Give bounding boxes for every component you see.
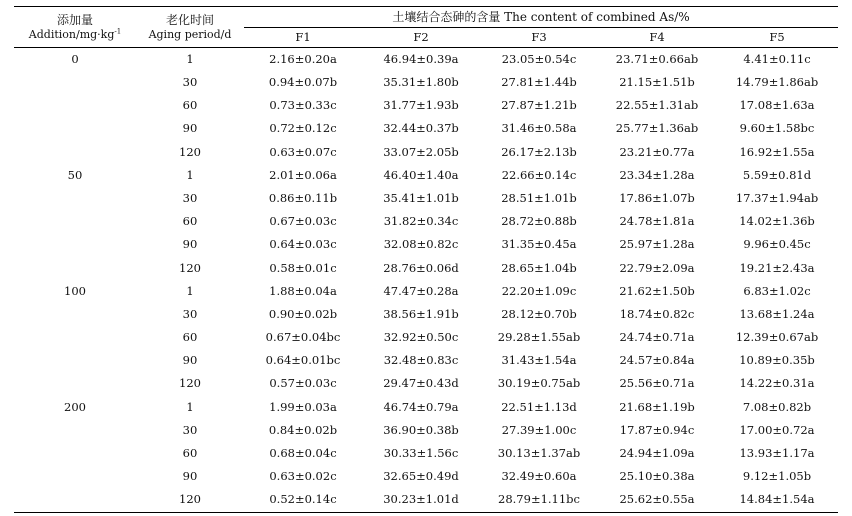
value-cell-f1: 0.84±0.02b (268, 422, 338, 437)
header-row-1 (14, 7, 838, 28)
fraction-header-f3: F3 (531, 29, 547, 44)
aging-header (136, 7, 244, 48)
value-cell-f4: 23.71±0.66ab (615, 51, 699, 66)
value-cell-f4: 24.94±1.09a (619, 446, 695, 461)
value-cell-f1: 0.68±0.04c (269, 446, 337, 461)
value-cell-f3: 32.49±0.60a (501, 469, 577, 484)
value-cell-f3: 27.87±1.21b (501, 98, 577, 113)
table-row (14, 187, 838, 210)
value-cell-f1: 0.57±0.03c (269, 376, 337, 391)
aging-cell: 90 (182, 353, 198, 368)
value-cell-f2: 46.74±0.79a (383, 399, 459, 414)
value-cell-f1: 0.52±0.14c (269, 492, 337, 507)
content-group-header: 土壤结合态砷的含量 The content of combined As/% (244, 7, 838, 28)
value-cell-f3: 28.72±0.88b (501, 214, 577, 229)
value-cell-f2: 38.56±1.91b (383, 306, 459, 321)
aging-cell: 30 (182, 75, 198, 90)
value-cell-f2: 32.48±0.83c (383, 353, 459, 368)
value-cell-f2: 30.23±1.01d (383, 492, 459, 507)
table-row (14, 48, 838, 72)
value-cell-f3: 30.13±1.37ab (497, 446, 581, 461)
table-row (14, 257, 838, 280)
aging-cell: 60 (182, 214, 198, 229)
value-cell-f5: 5.59±0.81d (742, 167, 812, 182)
addition-cell (14, 489, 136, 513)
value-cell-f3: 31.46±0.58a (501, 121, 577, 136)
value-cell-f1: 0.73±0.33c (269, 98, 337, 113)
table-row (14, 210, 838, 233)
value-cell-f3: 27.81±1.44b (501, 75, 577, 90)
addition-cell (14, 442, 136, 465)
value-cell-f3: 22.66±0.14c (501, 167, 577, 182)
value-cell-f3: 28.79±1.11bc (498, 492, 580, 507)
fraction-header-f2: F2 (413, 29, 429, 44)
value-cell-f4: 17.86±1.07b (619, 190, 695, 205)
addition-cell: 50 (67, 167, 83, 182)
value-cell-f3: 26.17±2.13b (501, 144, 577, 159)
aging-cell: 1 (186, 283, 194, 298)
value-cell-f2: 32.65±0.49d (383, 469, 459, 484)
table-row (14, 141, 838, 164)
aging-cell: 30 (182, 306, 198, 321)
value-cell-f5: 17.00±0.72a (739, 422, 815, 437)
aging-cell: 120 (179, 144, 201, 159)
aging-cell: 120 (179, 260, 201, 275)
addition-cell (14, 257, 136, 280)
addition-cell (14, 326, 136, 349)
table-row (14, 489, 838, 513)
value-cell-f4: 24.78±1.81a (619, 214, 695, 229)
aging-cell: 30 (182, 190, 198, 205)
value-cell-f4: 25.62±0.55a (619, 492, 695, 507)
value-cell-f5: 14.79±1.86ab (735, 75, 819, 90)
value-cell-f5: 12.39±0.67ab (735, 330, 819, 345)
value-cell-f1: 0.94±0.07b (268, 75, 338, 90)
addition-cell (14, 71, 136, 94)
value-cell-f2: 46.40±1.40a (383, 167, 459, 182)
value-cell-f1: 0.86±0.11b (268, 190, 338, 205)
addition-cell (14, 118, 136, 141)
value-cell-f5: 13.93±1.17a (739, 446, 815, 461)
table-row (14, 419, 838, 442)
value-cell-f1: 0.58±0.01c (269, 260, 337, 275)
table-row (14, 326, 838, 349)
aging-cell: 60 (182, 98, 198, 113)
addition-header-cn: 添加量 (56, 13, 93, 28)
value-cell-f4: 25.56±0.71a (619, 376, 695, 391)
value-cell-f5: 17.37±1.94ab (735, 190, 819, 205)
table-row (14, 234, 838, 257)
value-cell-f5: 7.08±0.82b (742, 399, 812, 414)
value-cell-f2: 31.82±0.34c (383, 214, 459, 229)
addition-header-en: Addition/$mg\cdot kg^{-1}$ (28, 27, 122, 41)
value-cell-f3: 28.65±1.04b (501, 260, 577, 275)
aging-header-en: Aging period/d (148, 27, 232, 41)
value-cell-f5: 6.83±1.02c (743, 283, 811, 298)
value-cell-f4: 18.74±0.82c (619, 306, 695, 321)
value-cell-f5: 4.41±0.11c (743, 51, 811, 66)
table-header (14, 7, 838, 48)
value-cell-f4: 17.87±0.94c (619, 422, 695, 437)
aging-cell: 1 (186, 399, 194, 414)
value-cell-f4: 24.57±0.84a (619, 353, 695, 368)
value-cell-f2: 30.33±1.56c (383, 446, 459, 461)
value-cell-f5: 19.21±2.43a (739, 260, 815, 275)
table-row (14, 71, 838, 94)
value-cell-f2: 46.94±0.39a (383, 51, 459, 66)
value-cell-f3: 29.28±1.55ab (497, 330, 581, 345)
aging-cell: 90 (182, 121, 198, 136)
value-cell-f4: 24.74±0.71a (619, 330, 695, 345)
value-cell-f1: 0.64±0.03c (269, 237, 337, 252)
value-cell-f3: 30.19±0.75ab (497, 376, 581, 391)
value-cell-f4: 25.97±1.28a (619, 237, 695, 252)
value-cell-f4: 23.21±0.77a (619, 144, 695, 159)
value-cell-f1: 0.63±0.07c (269, 144, 337, 159)
addition-header (14, 7, 136, 48)
aging-cell: 30 (182, 422, 198, 437)
value-cell-f1: 0.72±0.12c (269, 121, 337, 136)
value-cell-f4: 21.15±1.51b (619, 75, 695, 90)
value-cell-f1: 1.88±0.04a (269, 283, 337, 298)
table-row (14, 164, 838, 187)
value-cell-f5: 10.89±0.35b (739, 353, 815, 368)
table-row (14, 465, 838, 488)
addition-cell (14, 234, 136, 257)
value-cell-f5: 14.02±1.36b (739, 214, 815, 229)
value-cell-f5: 17.08±1.63a (739, 98, 815, 113)
value-cell-f3: 28.51±1.01b (501, 190, 577, 205)
table-row (14, 396, 838, 419)
value-cell-f1: 0.63±0.02c (269, 469, 337, 484)
table-row (14, 303, 838, 326)
value-cell-f2: 29.47±0.43d (383, 376, 459, 391)
table-row (14, 118, 838, 141)
value-cell-f5: 16.92±1.55a (739, 144, 815, 159)
aging-cell: 120 (179, 376, 201, 391)
table-row (14, 373, 838, 396)
value-cell-f4: 21.68±1.19b (619, 399, 695, 414)
aging-cell: 90 (182, 469, 198, 484)
value-cell-f2: 31.77±1.93b (383, 98, 459, 113)
value-cell-f2: 33.07±2.05b (383, 144, 459, 159)
value-cell-f1: 0.64±0.01bc (265, 353, 341, 368)
value-cell-f3: 22.20±1.09c (501, 283, 577, 298)
value-cell-f5: 9.96±0.45c (743, 237, 811, 252)
value-cell-f2: 32.08±0.82c (383, 237, 459, 252)
addition-cell (14, 141, 136, 164)
addition-cell: 100 (64, 283, 86, 298)
value-cell-f3: 28.12±0.70b (501, 306, 577, 321)
value-cell-f2: 32.92±0.50c (383, 330, 459, 345)
value-cell-f3: 23.05±0.54c (501, 51, 577, 66)
value-cell-f2: 47.47±0.28a (383, 283, 459, 298)
arsenic-fraction-table (14, 6, 838, 513)
value-cell-f4: 25.10±0.38a (619, 469, 695, 484)
table-row (14, 349, 838, 372)
value-cell-f5: 13.68±1.24a (739, 306, 815, 321)
value-cell-f3: 31.35±0.45a (501, 237, 577, 252)
value-cell-f1: 0.67±0.03c (269, 214, 337, 229)
table-row (14, 94, 838, 117)
value-cell-f3: 27.39±1.00c (501, 422, 577, 437)
value-cell-f5: 14.22±0.31a (739, 376, 815, 391)
value-cell-f4: 21.62±1.50b (619, 283, 695, 298)
table-row (14, 442, 838, 465)
table-body (14, 48, 838, 513)
addition-cell: 200 (64, 399, 86, 414)
table-row (14, 280, 838, 303)
value-cell-f1: 1.99±0.03a (269, 399, 337, 414)
value-cell-f4: 22.79±2.09a (619, 260, 695, 275)
aging-cell: 60 (182, 446, 198, 461)
addition-cell (14, 187, 136, 210)
aging-cell: 1 (186, 167, 194, 182)
value-cell-f1: 0.90±0.02b (268, 306, 338, 321)
value-cell-f4: 25.77±1.36ab (615, 121, 699, 136)
addition-cell (14, 465, 136, 488)
value-cell-f2: 28.76±0.06d (383, 260, 459, 275)
addition-cell: 0 (71, 51, 79, 66)
value-cell-f5: 9.60±1.58bc (739, 121, 815, 136)
addition-cell (14, 94, 136, 117)
value-cell-f1: 2.16±0.20a (269, 51, 337, 66)
addition-cell (14, 210, 136, 233)
value-cell-f2: 35.41±1.01b (383, 190, 459, 205)
value-cell-f3: 31.43±1.54a (501, 353, 577, 368)
addition-cell (14, 303, 136, 326)
value-cell-f2: 32.44±0.37b (383, 121, 459, 136)
fraction-header-f4: F4 (649, 29, 665, 44)
value-cell-f1: 0.67±0.04bc (265, 330, 341, 345)
fraction-header-f1: F1 (295, 29, 311, 44)
value-cell-f1: 2.01±0.06a (269, 167, 337, 182)
addition-cell (14, 349, 136, 372)
addition-cell (14, 373, 136, 396)
value-cell-f4: 23.34±1.28a (619, 167, 695, 182)
value-cell-f3: 22.51±1.13d (501, 399, 577, 414)
value-cell-f4: 22.55±1.31ab (615, 98, 699, 113)
aging-header-cn: 老化时间 (165, 13, 214, 28)
aging-cell: 1 (186, 51, 194, 66)
aging-cell: 60 (182, 330, 198, 345)
value-cell-f5: 14.84±1.54a (739, 492, 815, 507)
aging-cell: 120 (179, 492, 201, 507)
addition-cell (14, 419, 136, 442)
value-cell-f5: 9.12±1.05b (742, 469, 812, 484)
value-cell-f2: 35.31±1.80b (383, 75, 459, 90)
fraction-header-f5: F5 (769, 29, 785, 44)
aging-cell: 90 (182, 237, 198, 252)
value-cell-f2: 36.90±0.38b (383, 422, 459, 437)
